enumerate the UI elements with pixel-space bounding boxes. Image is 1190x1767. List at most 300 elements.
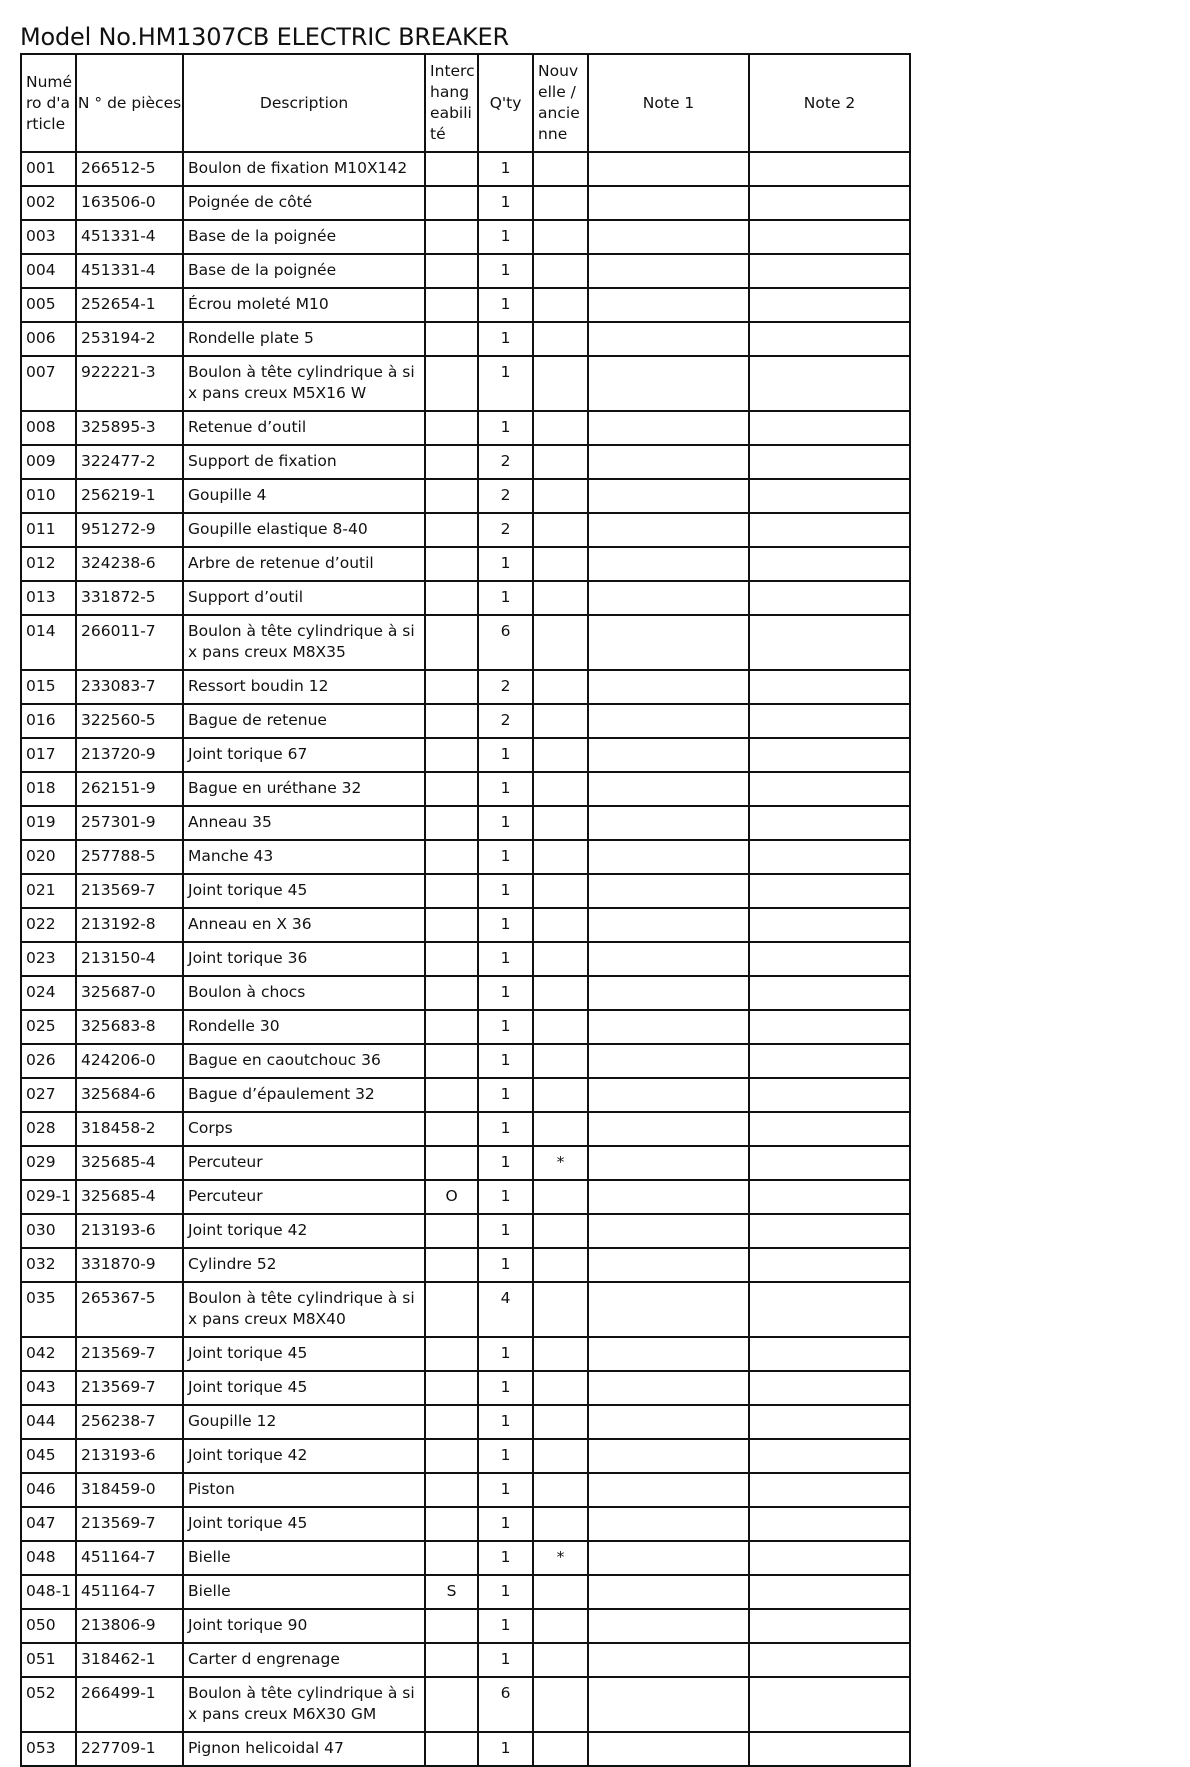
quantity-cell: 1 bbox=[478, 1146, 533, 1180]
interchangeability-cell bbox=[425, 356, 478, 411]
part-number-cell: 257301-9 bbox=[76, 806, 183, 840]
part-number-cell: 252654-1 bbox=[76, 288, 183, 322]
quantity-cell: 1 bbox=[478, 1180, 533, 1214]
description-cell: Percuteur bbox=[183, 1146, 425, 1180]
part-number-cell: 227709-1 bbox=[76, 1732, 183, 1766]
new-old-cell bbox=[533, 1371, 588, 1405]
interchangeability-cell bbox=[425, 772, 478, 806]
description-cell: Carter d engrenage bbox=[183, 1643, 425, 1677]
header-interchangeability: Interchangeabilité bbox=[425, 54, 478, 152]
note-2-cell bbox=[749, 1214, 910, 1248]
note-2-cell bbox=[749, 288, 910, 322]
interchangeability-cell bbox=[425, 547, 478, 581]
interchangeability-cell bbox=[425, 976, 478, 1010]
quantity-cell: 1 bbox=[478, 1643, 533, 1677]
note-2-cell bbox=[749, 1677, 910, 1732]
note-1-cell bbox=[588, 581, 749, 615]
item-number-cell: 048 bbox=[21, 1541, 76, 1575]
description-cell: Boulon à tête cylindrique à six pans creux M8X40 bbox=[183, 1282, 425, 1337]
note-2-cell bbox=[749, 772, 910, 806]
note-2-cell bbox=[749, 908, 910, 942]
note-1-cell bbox=[588, 288, 749, 322]
description-cell: Support de fixation bbox=[183, 445, 425, 479]
table-row bbox=[21, 288, 910, 322]
table-row bbox=[21, 581, 910, 615]
note-2-cell bbox=[749, 1439, 910, 1473]
item-number-cell: 024 bbox=[21, 976, 76, 1010]
interchangeability-cell bbox=[425, 738, 478, 772]
note-1-cell bbox=[588, 152, 749, 186]
item-number-cell: 023 bbox=[21, 942, 76, 976]
item-number-cell: 048-1 bbox=[21, 1575, 76, 1609]
quantity-cell: 1 bbox=[478, 1214, 533, 1248]
new-old-cell bbox=[533, 479, 588, 513]
note-2-cell bbox=[749, 1248, 910, 1282]
new-old-cell bbox=[533, 186, 588, 220]
description-cell: Bague de retenue bbox=[183, 704, 425, 738]
note-1-cell bbox=[588, 1473, 749, 1507]
note-1-cell bbox=[588, 738, 749, 772]
new-old-cell bbox=[533, 1732, 588, 1766]
note-1-cell bbox=[588, 1677, 749, 1732]
table-row bbox=[21, 1180, 910, 1214]
new-old-cell: * bbox=[533, 1146, 588, 1180]
part-number-cell: 213150-4 bbox=[76, 942, 183, 976]
item-number-cell: 006 bbox=[21, 322, 76, 356]
description-cell: Pignon helicoidal 47 bbox=[183, 1732, 425, 1766]
note-2-cell bbox=[749, 738, 910, 772]
note-1-cell bbox=[588, 942, 749, 976]
new-old-cell bbox=[533, 1405, 588, 1439]
note-1-cell bbox=[588, 704, 749, 738]
note-1-cell bbox=[588, 1010, 749, 1044]
part-number-cell: 213569-7 bbox=[76, 1371, 183, 1405]
parts-table-body bbox=[21, 152, 910, 1766]
description-cell: Bielle bbox=[183, 1541, 425, 1575]
parts-table bbox=[20, 53, 911, 1767]
header-qty: Q'ty bbox=[478, 54, 533, 152]
note-1-cell bbox=[588, 615, 749, 670]
new-old-cell bbox=[533, 1609, 588, 1643]
part-number-cell: 331870-9 bbox=[76, 1248, 183, 1282]
note-1-cell bbox=[588, 1575, 749, 1609]
note-2-cell bbox=[749, 1732, 910, 1766]
note-2-cell bbox=[749, 1044, 910, 1078]
item-number-cell: 012 bbox=[21, 547, 76, 581]
new-old-cell bbox=[533, 670, 588, 704]
part-number-cell: 451331-4 bbox=[76, 254, 183, 288]
interchangeability-cell bbox=[425, 411, 478, 445]
item-number-cell: 017 bbox=[21, 738, 76, 772]
new-old-cell bbox=[533, 547, 588, 581]
interchangeability-cell bbox=[425, 670, 478, 704]
part-number-cell: 424206-0 bbox=[76, 1044, 183, 1078]
note-2-cell bbox=[749, 1078, 910, 1112]
description-cell: Rondelle plate 5 bbox=[183, 322, 425, 356]
item-number-cell: 050 bbox=[21, 1609, 76, 1643]
item-number-cell: 030 bbox=[21, 1214, 76, 1248]
item-number-cell: 009 bbox=[21, 445, 76, 479]
description-cell: Bague en uréthane 32 bbox=[183, 772, 425, 806]
new-old-cell bbox=[533, 288, 588, 322]
header-part-no: N ° de pièces bbox=[76, 54, 183, 152]
new-old-cell bbox=[533, 874, 588, 908]
interchangeability-cell bbox=[425, 1044, 478, 1078]
interchangeability-cell bbox=[425, 1214, 478, 1248]
note-2-cell bbox=[749, 1146, 910, 1180]
interchangeability-cell bbox=[425, 186, 478, 220]
quantity-cell: 2 bbox=[478, 513, 533, 547]
note-1-cell bbox=[588, 806, 749, 840]
item-number-cell: 028 bbox=[21, 1112, 76, 1146]
note-1-cell bbox=[588, 1146, 749, 1180]
quantity-cell: 1 bbox=[478, 152, 533, 186]
part-number-cell: 266499-1 bbox=[76, 1677, 183, 1732]
table-row bbox=[21, 615, 910, 670]
part-number-cell: 265367-5 bbox=[76, 1282, 183, 1337]
table-row bbox=[21, 411, 910, 445]
quantity-cell: 1 bbox=[478, 1405, 533, 1439]
interchangeability-cell bbox=[425, 1609, 478, 1643]
table-row bbox=[21, 1214, 910, 1248]
item-number-cell: 022 bbox=[21, 908, 76, 942]
table-row bbox=[21, 152, 910, 186]
part-number-cell: 318459-0 bbox=[76, 1473, 183, 1507]
part-number-cell: 213193-6 bbox=[76, 1214, 183, 1248]
note-2-cell bbox=[749, 1112, 910, 1146]
interchangeability-cell bbox=[425, 942, 478, 976]
new-old-cell bbox=[533, 1507, 588, 1541]
quantity-cell: 1 bbox=[478, 254, 533, 288]
part-number-cell: 266512-5 bbox=[76, 152, 183, 186]
item-number-cell: 029 bbox=[21, 1146, 76, 1180]
item-number-cell: 008 bbox=[21, 411, 76, 445]
item-number-cell: 015 bbox=[21, 670, 76, 704]
note-1-cell bbox=[588, 322, 749, 356]
header-row bbox=[21, 54, 910, 152]
description-cell: Retenue d’outil bbox=[183, 411, 425, 445]
part-number-cell: 266011-7 bbox=[76, 615, 183, 670]
table-row bbox=[21, 254, 910, 288]
description-cell: Base de la poignée bbox=[183, 254, 425, 288]
part-number-cell: 253194-2 bbox=[76, 322, 183, 356]
quantity-cell: 6 bbox=[478, 1677, 533, 1732]
new-old-cell bbox=[533, 152, 588, 186]
part-number-cell: 213720-9 bbox=[76, 738, 183, 772]
note-2-cell bbox=[749, 1541, 910, 1575]
note-2-cell bbox=[749, 254, 910, 288]
table-row bbox=[21, 1078, 910, 1112]
interchangeability-cell bbox=[425, 1439, 478, 1473]
note-1-cell bbox=[588, 1371, 749, 1405]
description-cell: Boulon à tête cylindrique à six pans creux M5X16 W bbox=[183, 356, 425, 411]
interchangeability-cell bbox=[425, 1248, 478, 1282]
note-1-cell bbox=[588, 908, 749, 942]
table-row bbox=[21, 479, 910, 513]
item-number-cell: 004 bbox=[21, 254, 76, 288]
quantity-cell: 2 bbox=[478, 670, 533, 704]
part-number-cell: 318458-2 bbox=[76, 1112, 183, 1146]
description-cell: Joint torique 42 bbox=[183, 1439, 425, 1473]
table-row bbox=[21, 1010, 910, 1044]
note-1-cell bbox=[588, 411, 749, 445]
item-number-cell: 029-1 bbox=[21, 1180, 76, 1214]
item-number-cell: 020 bbox=[21, 840, 76, 874]
interchangeability-cell bbox=[425, 1677, 478, 1732]
quantity-cell: 1 bbox=[478, 874, 533, 908]
note-2-cell bbox=[749, 942, 910, 976]
note-1-cell bbox=[588, 1078, 749, 1112]
part-number-cell: 213193-6 bbox=[76, 1439, 183, 1473]
header-item-no: Numéro d'article bbox=[21, 54, 76, 152]
item-number-cell: 045 bbox=[21, 1439, 76, 1473]
table-row bbox=[21, 704, 910, 738]
table-row bbox=[21, 356, 910, 411]
table-row bbox=[21, 1044, 910, 1078]
new-old-cell bbox=[533, 738, 588, 772]
quantity-cell: 1 bbox=[478, 288, 533, 322]
new-old-cell bbox=[533, 942, 588, 976]
new-old-cell bbox=[533, 322, 588, 356]
quantity-cell: 2 bbox=[478, 445, 533, 479]
table-row bbox=[21, 670, 910, 704]
note-2-cell bbox=[749, 615, 910, 670]
part-number-cell: 922221-3 bbox=[76, 356, 183, 411]
quantity-cell: 1 bbox=[478, 1337, 533, 1371]
item-number-cell: 027 bbox=[21, 1078, 76, 1112]
part-number-cell: 213569-7 bbox=[76, 874, 183, 908]
quantity-cell: 1 bbox=[478, 220, 533, 254]
note-2-cell bbox=[749, 1473, 910, 1507]
item-number-cell: 016 bbox=[21, 704, 76, 738]
part-number-cell: 213192-8 bbox=[76, 908, 183, 942]
interchangeability-cell bbox=[425, 1282, 478, 1337]
table-row bbox=[21, 1282, 910, 1337]
table-row bbox=[21, 322, 910, 356]
table-row bbox=[21, 840, 910, 874]
description-cell: Percuteur bbox=[183, 1180, 425, 1214]
table-row bbox=[21, 1405, 910, 1439]
description-cell: Joint torique 45 bbox=[183, 874, 425, 908]
table-row bbox=[21, 874, 910, 908]
part-number-cell: 163506-0 bbox=[76, 186, 183, 220]
part-number-cell: 451331-4 bbox=[76, 220, 183, 254]
quantity-cell: 1 bbox=[478, 1541, 533, 1575]
description-cell: Goupille 4 bbox=[183, 479, 425, 513]
note-1-cell bbox=[588, 445, 749, 479]
item-number-cell: 013 bbox=[21, 581, 76, 615]
interchangeability-cell bbox=[425, 1643, 478, 1677]
part-number-cell: 325895-3 bbox=[76, 411, 183, 445]
note-2-cell bbox=[749, 670, 910, 704]
table-row bbox=[21, 738, 910, 772]
description-cell: Boulon à tête cylindrique à six pans creux M6X30 GM bbox=[183, 1677, 425, 1732]
description-cell: Bague en caoutchouc 36 bbox=[183, 1044, 425, 1078]
interchangeability-cell bbox=[425, 1010, 478, 1044]
interchangeability-cell bbox=[425, 1146, 478, 1180]
description-cell: Boulon à tête cylindrique à six pans creux M8X35 bbox=[183, 615, 425, 670]
table-row bbox=[21, 976, 910, 1010]
table-row bbox=[21, 1677, 910, 1732]
interchangeability-cell bbox=[425, 581, 478, 615]
quantity-cell: 1 bbox=[478, 1078, 533, 1112]
new-old-cell bbox=[533, 1214, 588, 1248]
new-old-cell bbox=[533, 1677, 588, 1732]
new-old-cell bbox=[533, 615, 588, 670]
interchangeability-cell bbox=[425, 220, 478, 254]
description-cell: Base de la poignée bbox=[183, 220, 425, 254]
new-old-cell bbox=[533, 1439, 588, 1473]
quantity-cell: 1 bbox=[478, 976, 533, 1010]
quantity-cell: 1 bbox=[478, 581, 533, 615]
table-row bbox=[21, 1643, 910, 1677]
item-number-cell: 003 bbox=[21, 220, 76, 254]
new-old-cell bbox=[533, 806, 588, 840]
new-old-cell bbox=[533, 704, 588, 738]
table-row bbox=[21, 942, 910, 976]
note-2-cell bbox=[749, 1371, 910, 1405]
table-row bbox=[21, 1609, 910, 1643]
description-cell: Bague d’épaulement 32 bbox=[183, 1078, 425, 1112]
interchangeability-cell bbox=[425, 615, 478, 670]
table-row bbox=[21, 806, 910, 840]
note-2-cell bbox=[749, 356, 910, 411]
part-number-cell: 325687-0 bbox=[76, 976, 183, 1010]
note-1-cell bbox=[588, 186, 749, 220]
quantity-cell: 1 bbox=[478, 840, 533, 874]
header-description: Description bbox=[183, 54, 425, 152]
note-1-cell bbox=[588, 1214, 749, 1248]
description-cell: Écrou moleté M10 bbox=[183, 288, 425, 322]
table-row bbox=[21, 513, 910, 547]
quantity-cell: 1 bbox=[478, 1473, 533, 1507]
new-old-cell bbox=[533, 581, 588, 615]
quantity-cell: 1 bbox=[478, 1439, 533, 1473]
note-1-cell bbox=[588, 1248, 749, 1282]
note-2-cell bbox=[749, 1010, 910, 1044]
item-number-cell: 035 bbox=[21, 1282, 76, 1337]
table-row bbox=[21, 220, 910, 254]
quantity-cell: 1 bbox=[478, 806, 533, 840]
note-1-cell bbox=[588, 1112, 749, 1146]
quantity-cell: 1 bbox=[478, 908, 533, 942]
description-cell: Joint torique 90 bbox=[183, 1609, 425, 1643]
item-number-cell: 026 bbox=[21, 1044, 76, 1078]
description-cell: Joint torique 45 bbox=[183, 1337, 425, 1371]
table-row bbox=[21, 1371, 910, 1405]
item-number-cell: 032 bbox=[21, 1248, 76, 1282]
note-1-cell bbox=[588, 1044, 749, 1078]
new-old-cell bbox=[533, 356, 588, 411]
interchangeability-cell bbox=[425, 1112, 478, 1146]
interchangeability-cell bbox=[425, 1371, 478, 1405]
item-number-cell: 053 bbox=[21, 1732, 76, 1766]
part-number-cell: 951272-9 bbox=[76, 513, 183, 547]
new-old-cell bbox=[533, 411, 588, 445]
part-number-cell: 213569-7 bbox=[76, 1337, 183, 1371]
quantity-cell: 1 bbox=[478, 322, 533, 356]
description-cell: Manche 43 bbox=[183, 840, 425, 874]
item-number-cell: 014 bbox=[21, 615, 76, 670]
new-old-cell bbox=[533, 1078, 588, 1112]
description-cell: Rondelle 30 bbox=[183, 1010, 425, 1044]
note-2-cell bbox=[749, 1180, 910, 1214]
note-2-cell bbox=[749, 581, 910, 615]
item-number-cell: 047 bbox=[21, 1507, 76, 1541]
part-number-cell: 322477-2 bbox=[76, 445, 183, 479]
interchangeability-cell bbox=[425, 254, 478, 288]
note-1-cell bbox=[588, 513, 749, 547]
interchangeability-cell bbox=[425, 840, 478, 874]
interchangeability-cell bbox=[425, 1541, 478, 1575]
new-old-cell bbox=[533, 1282, 588, 1337]
table-row bbox=[21, 1732, 910, 1766]
item-number-cell: 002 bbox=[21, 186, 76, 220]
note-1-cell bbox=[588, 1643, 749, 1677]
description-cell: Joint torique 45 bbox=[183, 1371, 425, 1405]
note-1-cell bbox=[588, 1282, 749, 1337]
new-old-cell bbox=[533, 445, 588, 479]
interchangeability-cell bbox=[425, 1473, 478, 1507]
new-old-cell bbox=[533, 1473, 588, 1507]
table-row bbox=[21, 1541, 910, 1575]
table-row bbox=[21, 1112, 910, 1146]
description-cell: Anneau en X 36 bbox=[183, 908, 425, 942]
note-2-cell bbox=[749, 1282, 910, 1337]
interchangeability-cell bbox=[425, 908, 478, 942]
note-1-cell bbox=[588, 479, 749, 513]
quantity-cell: 2 bbox=[478, 704, 533, 738]
interchangeability-cell bbox=[425, 152, 478, 186]
note-2-cell bbox=[749, 1405, 910, 1439]
interchangeability-cell bbox=[425, 479, 478, 513]
interchangeability-cell bbox=[425, 288, 478, 322]
table-row bbox=[21, 772, 910, 806]
interchangeability-cell bbox=[425, 513, 478, 547]
note-1-cell bbox=[588, 356, 749, 411]
item-number-cell: 010 bbox=[21, 479, 76, 513]
note-1-cell bbox=[588, 1609, 749, 1643]
part-number-cell: 331872-5 bbox=[76, 581, 183, 615]
note-1-cell bbox=[588, 1732, 749, 1766]
page-title: Model No.HM1307CB ELECTRIC BREAKER bbox=[20, 23, 509, 51]
note-1-cell bbox=[588, 1337, 749, 1371]
description-cell: Piston bbox=[183, 1473, 425, 1507]
note-1-cell bbox=[588, 772, 749, 806]
quantity-cell: 1 bbox=[478, 1044, 533, 1078]
new-old-cell bbox=[533, 513, 588, 547]
note-2-cell bbox=[749, 1609, 910, 1643]
description-cell: Joint torique 67 bbox=[183, 738, 425, 772]
new-old-cell bbox=[533, 220, 588, 254]
part-number-cell: 451164-7 bbox=[76, 1541, 183, 1575]
table-row bbox=[21, 186, 910, 220]
item-number-cell: 043 bbox=[21, 1371, 76, 1405]
description-cell: Arbre de retenue d’outil bbox=[183, 547, 425, 581]
header-note-1: Note 1 bbox=[588, 54, 749, 152]
part-number-cell: 325685-4 bbox=[76, 1180, 183, 1214]
item-number-cell: 011 bbox=[21, 513, 76, 547]
table-row bbox=[21, 908, 910, 942]
item-number-cell: 019 bbox=[21, 806, 76, 840]
quantity-cell: 1 bbox=[478, 186, 533, 220]
note-2-cell bbox=[749, 547, 910, 581]
quantity-cell: 2 bbox=[478, 479, 533, 513]
table-row bbox=[21, 1507, 910, 1541]
description-cell: Corps bbox=[183, 1112, 425, 1146]
description-cell: Cylindre 52 bbox=[183, 1248, 425, 1282]
quantity-cell: 1 bbox=[478, 772, 533, 806]
